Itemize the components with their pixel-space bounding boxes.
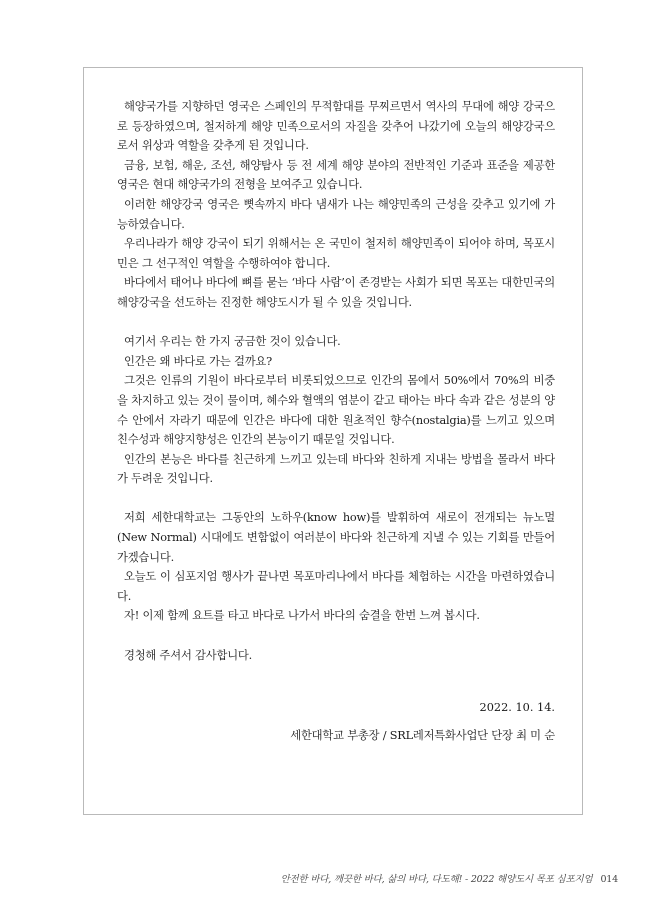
letter-date: 2022. 10. 14.	[479, 701, 555, 714]
paragraph: 그것은 인류의 기원이 바다로부터 비롯되었으므로 인간의 몸에서 50%에서 70%의 비중을 차지하고 있는 것이 물이며, 혜수와 혈액의 염분이 같고 태아는 바다 속과 같은 성분의 양수 안에서 자라기 때문에 인간은 바다에 대한 원초적인 향수(nostalgia)를 느끼고 있으며 친수성과 해양지향성은 인간의 본능이기 때문일 것입니다.	[117, 374, 555, 447]
paragraph: 저희 세한대학교는 그동안의 노하우(know how)를 발휘하여 새로이 전개되는 뉴노멀(New Normal) 시대에도 변함없이 여러분이 바다와 친근하게 지낼 수 있는 기회를 만들어 가겠습니다.	[117, 511, 555, 564]
paragraph: 오늘도 이 심포지엄 행사가 끝나면 목포마리나에서 바다를 체험하는 시간을 마련하였습니다.	[117, 570, 555, 603]
paragraph: 인간의 본능은 바다를 친근하게 느끼고 있는데 바다와 친하게 지내는 방법을 몰라서 바다가 두려운 것입니다.	[117, 452, 555, 486]
paragraph: 인간은 왜 바다로 가는 걸까요?	[124, 354, 272, 368]
paragraph: 해양국가를 지향하던 영국은 스페인의 무적함대를 무찌르면서 역사의 무대에 해양 강국으로 등장하였으며, 철저하게 해양 민족으로서의 자질을 갖추어 나갔기에 오늘의 해양강국으로서 위상과 역할을 갖추게 된 것입니다.	[117, 100, 555, 153]
footer-text: 안전한 바다, 깨끗한 바다, 삶의 바다, 다도해! - 2022 해양도시 목포 심포지엄	[280, 874, 593, 885]
spacer	[117, 313, 555, 333]
paragraph: 자! 이제 함께 요트를 타고 바다로 나가서 바다의 숨결을 한번 느껴 봅시다.	[124, 609, 480, 623]
paragraph: 금융, 보험, 해운, 조선, 해양탐사 등 전 세계 해양 분야의 전반적인 기준과 표준을 제공한 영국은 현대 해양국가의 전형을 보여주고 있습니다.	[117, 158, 555, 192]
page-number: 014	[600, 874, 618, 885]
page-footer	[250, 871, 618, 885]
letter-body	[117, 97, 555, 665]
spacer	[117, 626, 555, 646]
paragraph: 우리나라가 해양 강국이 되기 위해서는 온 국민이 철저히 해양민족이 되어야 하며, 목포시민은 그 선구적인 역할을 수행하여야 합니다.	[117, 237, 555, 270]
paragraph: 여기서 우리는 한 가지 궁금한 것이 있습니다.	[124, 335, 341, 349]
spacer	[117, 489, 555, 509]
letter-signature: 세한대학교 부총장 / SRL레저특화사업단 단장 최 미 순	[290, 729, 555, 742]
paragraph: 경청해 주셔서 감사합니다.	[124, 648, 253, 662]
paragraph: 이러한 해양강국 영국은 뼛속까지 바다 냄새가 나는 해양민족의 근성을 갖추고 있기에 가능하였습니다.	[117, 197, 555, 231]
paragraph: 바다에서 태어나 바다에 뼈를 묻는 ‘바다 사람’이 존경받는 사회가 되면 목포는 대한민국의 해양강국을 선도하는 진정한 해양도시가 될 수 있을 것입니다.	[117, 276, 555, 309]
